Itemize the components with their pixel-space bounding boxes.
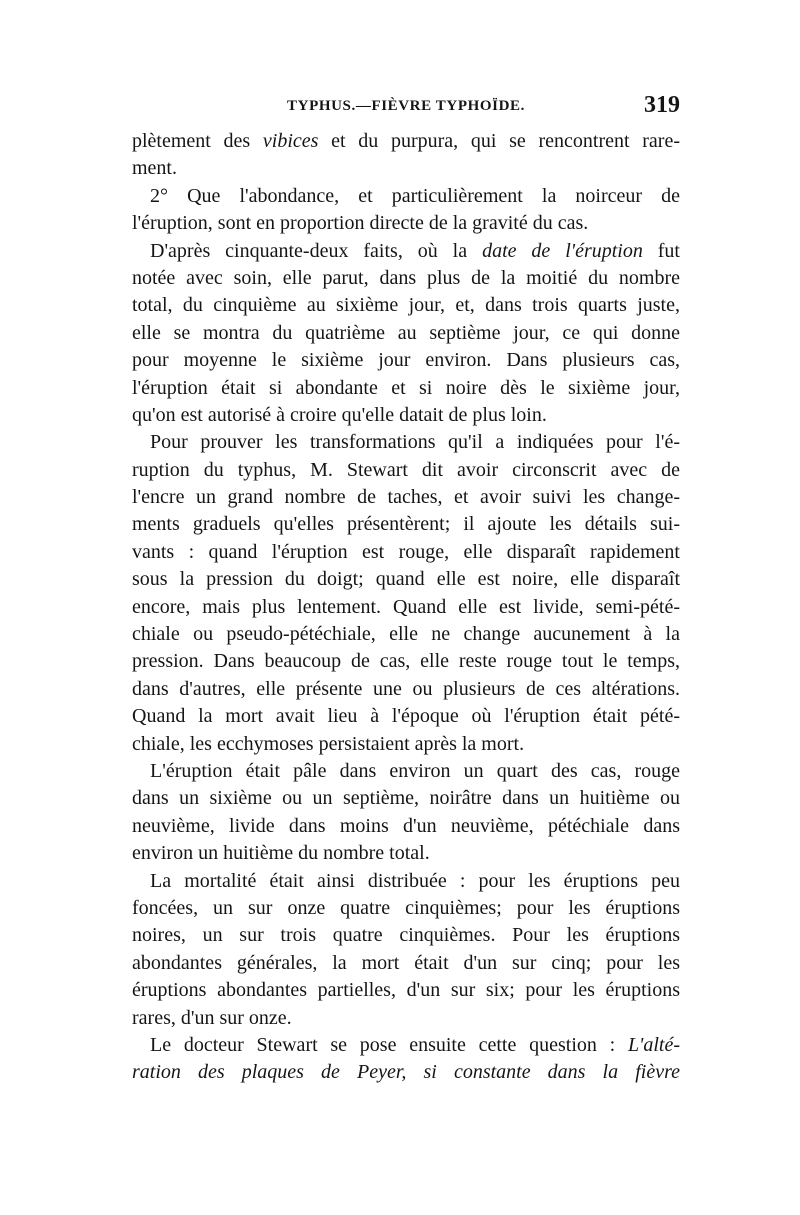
text-line: [132, 238, 680, 265]
text-run: chiale, les ecchymoses persistaient après la mort.: [132, 732, 525, 755]
text-run: abondantes générales, la mort était d'un sur cinq; pour les: [132, 951, 680, 974]
text-line: [132, 183, 680, 210]
text-run: L'éruption était pâle dans environ un quart des cas, rouge: [150, 759, 680, 782]
italic-text: L'alté-: [627, 1033, 680, 1056]
running-title: TYPHUS.—FIÈVRE TYPHOÏDE.: [287, 98, 525, 114]
text-line: [132, 950, 680, 977]
text-line: [132, 840, 680, 867]
italic-text: vibices: [262, 130, 319, 152]
text-line: [132, 457, 680, 484]
text-line: [132, 155, 680, 182]
text-run: Pour prouver les transformations qu'il a indiquées pour l'é-: [150, 431, 680, 454]
text-run: fut: [642, 239, 680, 262]
text-run: et du purpura, qui se rencontrent rare-: [318, 130, 680, 152]
text-run: 2° Que l'abondance, et particulièrement la noirceur de: [150, 184, 680, 207]
text-line: [132, 402, 680, 429]
italic-text: ration des plaques de Peyer, si constante dans la fièvre: [132, 1061, 680, 1084]
text-run: l'encre un grand nombre de taches, et avoir suivi les change-: [132, 486, 680, 509]
text-line: [132, 922, 680, 949]
text-line: [132, 785, 680, 812]
text-run: dans d'autres, elle présente une ou plusieurs de ces altérations.: [132, 677, 680, 700]
text-run: total, du cinquième au sixième jour, et, dans trois quarts juste,: [132, 294, 680, 317]
text-run: pression. Dans beaucoup de cas, elle reste rouge tout le temps,: [132, 650, 680, 673]
text-run: notée avec soin, elle parut, dans plus de la moitié du nombre: [132, 266, 680, 289]
text-run: vants : quand l'éruption est rouge, elle disparaît rapidement: [132, 540, 680, 563]
text-run: l'éruption, sont en proportion directe de la gravité du cas.: [132, 212, 589, 235]
text-line: [132, 1005, 680, 1032]
text-line: [132, 511, 680, 538]
text-run: l'éruption était si abondante et si noire dès le sixième jour,: [132, 376, 680, 399]
running-head: [132, 92, 680, 122]
text-run: elle se montra du quatrième au septième jour, ce qui donne: [132, 321, 680, 344]
text-run: neuvième, livide dans moins d'un neuvième, pétéchiale dans: [132, 814, 680, 837]
text-line: [132, 731, 680, 758]
text-run: foncées, un sur onze quatre cinquièmes; pour les éruptions: [132, 896, 680, 919]
text-line: [132, 868, 680, 895]
text-line: [132, 347, 680, 374]
italic-text: date de l'éruption: [482, 239, 643, 262]
text-run: encore, mais plus lentement. Quand elle est livide, semi-pété-: [132, 595, 680, 618]
text-run: rares, d'un sur onze.: [132, 1006, 292, 1029]
text-run: Le docteur Stewart se pose ensuite cette question :: [150, 1033, 628, 1056]
text-line: [132, 566, 680, 593]
text-run: La mortalité était ainsi distribuée : pour les éruptions peu: [150, 869, 680, 892]
text-run: sous la pression du doigt; quand elle est noire, elle disparaît: [132, 568, 680, 591]
text-line: [132, 484, 680, 511]
text-line: [132, 895, 680, 922]
text-run: environ un huitième du nombre total.: [132, 842, 430, 865]
text-line: [132, 813, 680, 840]
text-line: [132, 429, 680, 456]
text-run: Quand la mort avait lieu à l'époque où l'éruption était pété-: [132, 705, 680, 728]
text-run: ruption du typhus, M. Stewart dit avoir circonscrit avec de: [132, 458, 680, 481]
text-line: [132, 292, 680, 319]
text-line: [132, 375, 680, 402]
text-line: [132, 320, 680, 347]
text-run: ments graduels qu'elles présentèrent; il ajoute les détails sui-: [132, 513, 680, 536]
text-run: dans un sixième ou un septième, noirâtre dans un huitième ou: [132, 787, 680, 810]
text-line: [132, 676, 680, 703]
text-line: [132, 621, 680, 648]
text-run: noires, un sur trois quatre cinquièmes. Pour les éruptions: [132, 924, 680, 947]
text-run: pour moyenne le sixième jour environ. Dans plusieurs cas,: [132, 349, 680, 372]
body-text: [132, 128, 680, 1087]
text-line: [132, 1032, 680, 1059]
text-line: [132, 128, 680, 155]
text-line: [132, 1059, 680, 1086]
text-run: qu'on est autorisé à croire qu'elle datait de plus loin.: [132, 403, 547, 426]
text-line: [132, 539, 680, 566]
text-line: [132, 703, 680, 730]
text-run: plètement des: [132, 130, 263, 152]
text-run: ment.: [132, 157, 177, 180]
text-line: [132, 758, 680, 785]
text-run: éruptions abondantes partielles, d'un sur six; pour les éruptions: [132, 979, 680, 1002]
text-run: chiale ou pseudo-pétéchiale, elle ne change aucunement à la: [132, 623, 680, 646]
text-run: D'après cinquante-deux faits, où la: [150, 239, 483, 262]
text-line: [132, 265, 680, 292]
text-line: [132, 594, 680, 621]
text-line: [132, 648, 680, 675]
text-line: [132, 977, 680, 1004]
page-number: 319: [644, 92, 680, 118]
text-line: [132, 210, 680, 237]
